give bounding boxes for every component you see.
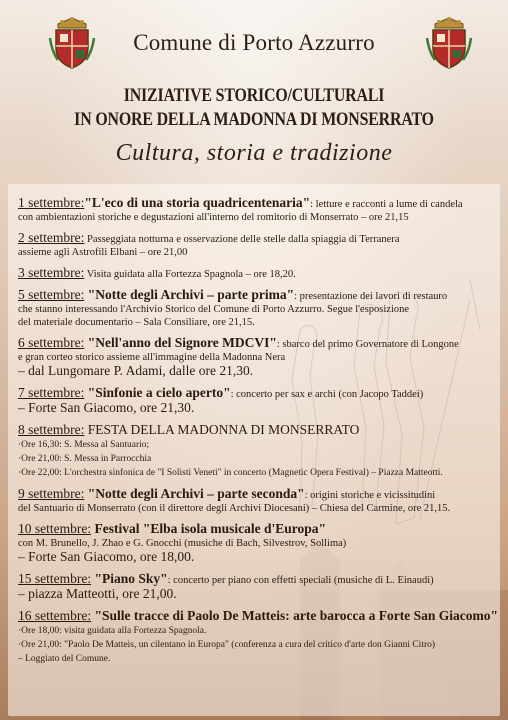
event-schedule-line: ·Ore 18,00: visita guidata alla Fortezza Spagnola. [18,626,207,636]
event-title: "Notte degli Archivi – parte prima" [84,287,295,302]
event-date: 15 settembre: [18,571,92,586]
event-detail: del Santuario di Monserrato (con il direttore degli Archivi Diocesani) – Chiesa del Carmine, ore 21,15. [18,503,451,514]
event-schedule-line: ·Ore 21,00: "Paolo De Matteis, un cilentano in Europa" (conferenza a cura del critico d'arte don Gianni Citro) [18,640,436,650]
event-description: : presentazione dei lavori di restauro [294,291,448,302]
event-date: 16 settembre: [18,608,92,623]
event-date: 2 settembre: [18,230,85,245]
town-name: Comune di Porto Azzurro [133,30,375,55]
event-title: "Notte degli Archivi – parte seconda" [84,486,305,501]
event-title: "Nell'anno del Signore MDCVI" [84,335,277,350]
heading-line-2: IN ONORE DELLA MADONNA DI MONSERRATO [74,110,434,130]
event-title: Festival "Elba isola musicale d'Europa" [91,521,327,536]
event-item [18,288,496,329]
event-item [18,572,496,602]
event-title: "Sinfonie a cielo aperto" [84,385,231,400]
event-location: – Loggiato del Comune. [18,654,111,664]
events-list [18,196,496,673]
event-detail: con ambientazioni storiche e degustazioni all'interno del romitorio di Monserrato – ore 21,15 [18,212,409,223]
event-title: FESTA DELLA MADONNA DI MONSERRATO [84,422,360,437]
event-description: : sbarco del primo Governatore di Longone [276,339,459,350]
event-schedule-line: ·Ore 16,30: S. Messa al Santuario; [18,440,150,450]
event-date: 1 settembre: [18,195,85,210]
event-item [18,266,496,281]
event-item [18,423,496,480]
event-item [18,386,496,416]
event-date: 6 settembre: [18,335,85,350]
event-detail: con M. Brunello, J. Zhao e G. Gnocchi (musiche di Bach, Silvestrov, Sollima) [18,538,347,549]
event-item [18,522,496,565]
event-date: 5 settembre: [18,287,85,302]
event-date: 9 settembre: [18,486,85,501]
event-description: : origini storiche e vicissitudini [304,490,436,501]
event-date: 8 settembre: [18,422,85,437]
event-date: 3 settembre: [18,265,85,280]
event-description: Visita guidata alla Fortezza Spagnola – ore 18,20. [84,269,296,280]
event-title: "L'eco di una storia quadricentenaria" [84,195,311,210]
header [0,0,508,180]
event-location: – Forte San Giacomo, ore 18,00. [18,549,195,564]
event-location: – piazza Matteotti, ore 21,00. [18,586,177,601]
event-item [18,231,496,259]
event-item [18,609,496,666]
event-detail: che stanno interessando l'Archivio Storico del Comune di Porto Azzurro. Segue l'esposizione [18,304,410,315]
event-description: : concerto per piano con effetti speciali (musiche di L. Einaudi) [167,575,434,586]
event-detail: e gran corteo storico assieme all'immagine della Madonna Nera [18,352,286,363]
event-item [18,487,496,515]
event-date: 10 settembre: [18,521,92,536]
event-detail: assieme agli Astrofili Elbani – ore 21,00 [18,247,188,258]
event-title: "Piano Sky" [91,571,168,586]
event-location: – Forte San Giacomo, ore 21,30. [18,400,195,415]
event-description: Passeggiata notturna e osservazione delle stelle dalla spiaggia di Terranera [84,234,400,245]
event-schedule-line: ·Ore 22,00: L'orchestra sinfonica de "I Solisti Veneti" in concerto (Magnetic Opera Festival) – Piazza Matteotti. [18,468,443,478]
event-schedule-line: ·Ore 21,00: S. Messa in Parrocchia [18,454,152,464]
subtitle: Cultura, storia e tradizione [115,140,393,166]
heading-line-1: INIZIATIVE STORICO/CULTURALI [123,86,385,106]
event-description: : letture e racconti a lume di candela [310,199,463,210]
event-title: "Sulle tracce di Paolo De Matteis: arte barocca a Forte San Giacomo" [91,608,498,623]
event-location: – dal Lungomare P. Adami, dalle ore 21,30. [18,363,254,378]
event-item [18,196,496,224]
event-detail: del materiale documentario – Sala Consiliare, ore 21,15. [18,317,255,328]
event-description: : concerto per sax e archi (con Jacopo Taddei) [230,389,424,400]
event-item [18,336,496,379]
event-date: 7 settembre: [18,385,85,400]
